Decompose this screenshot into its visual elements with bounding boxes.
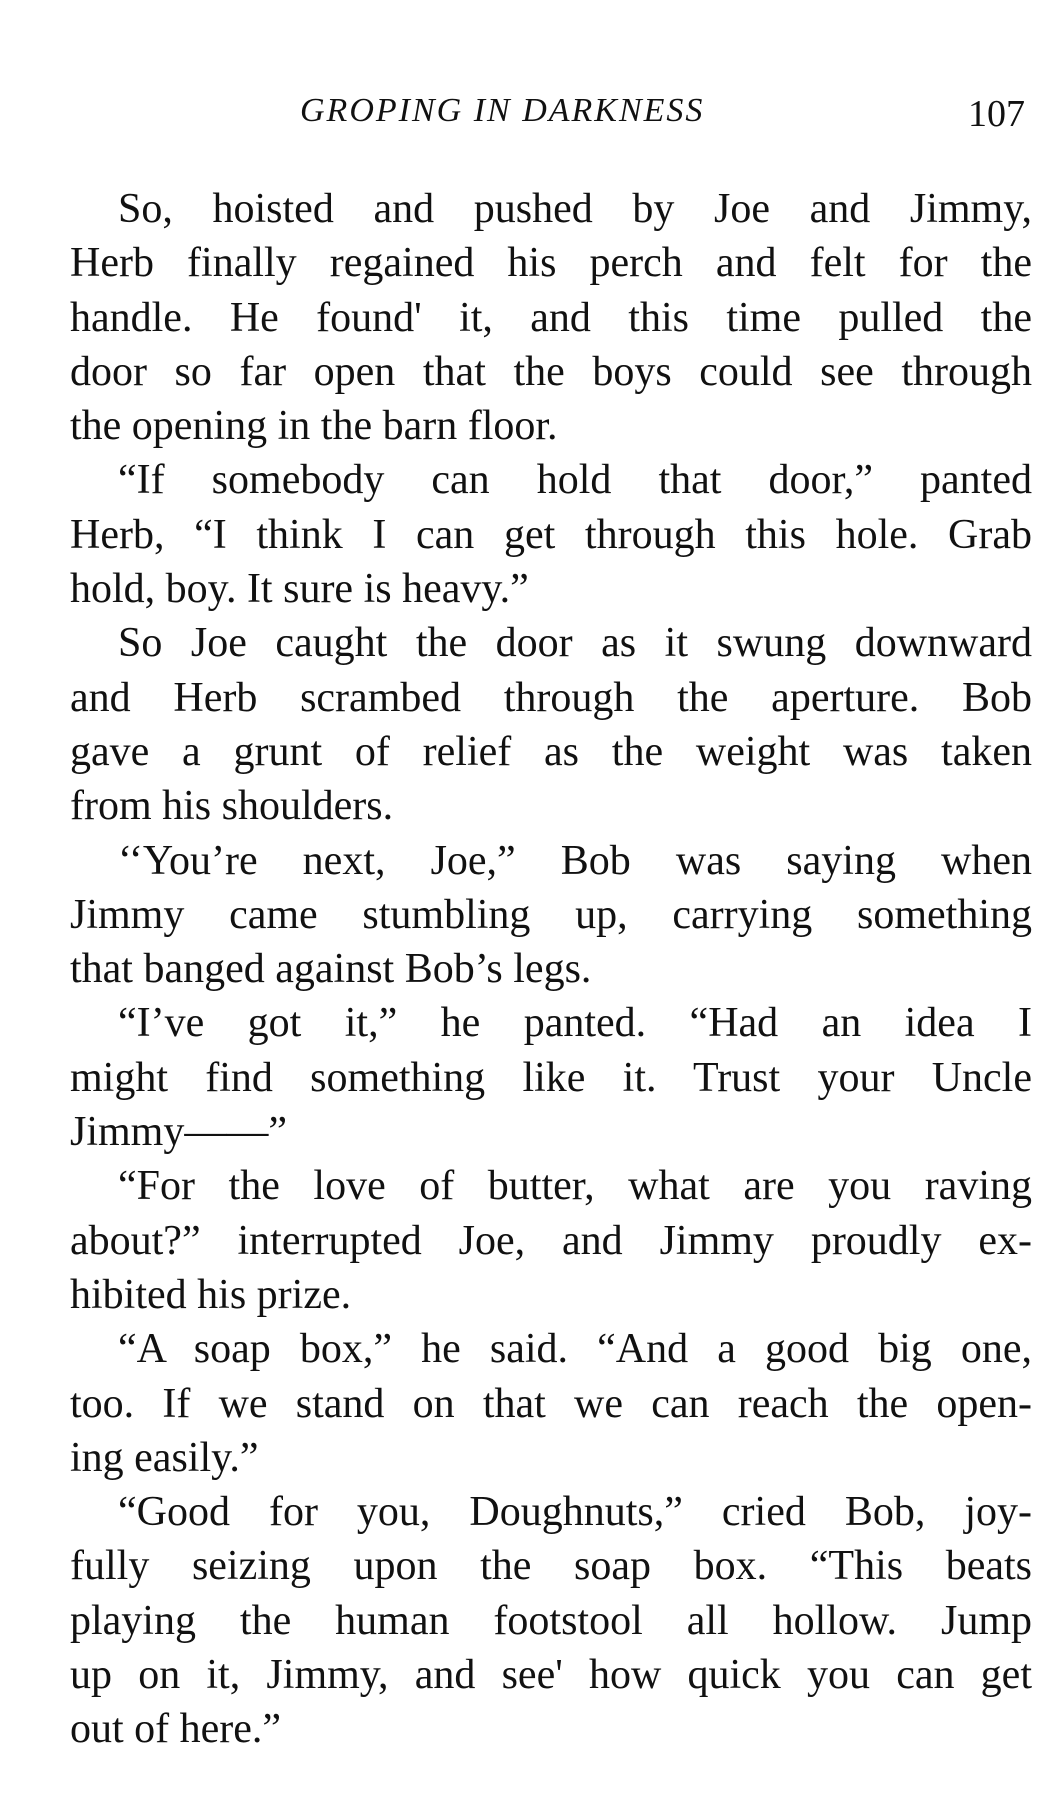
text-line: fully seizing upon the soap box. “This beats	[70, 1543, 1032, 1590]
text-line: ‘‘You’re next, Joe,” Bob was saying when	[118, 837, 1032, 884]
text-line: “I’ve got it,” he panted. “Had an idea I	[118, 1000, 1032, 1047]
text-line: “Good for you, Doughnuts,” cried Bob, joy-	[118, 1489, 1032, 1536]
text-line: too. If we stand on that we can reach the open-	[70, 1380, 1032, 1427]
text-line: handle. He found' it, and this time pulled the	[70, 294, 1032, 341]
text-line: Herb, “I think I can get through this hole. Grab	[70, 511, 1032, 558]
text-line: hibited his prize.	[70, 1271, 352, 1318]
page-number: 107	[968, 93, 1025, 135]
running-head-title: GROPING IN DARKNESS	[300, 92, 705, 129]
text-line: “A soap box,” he said. “And a good big one,	[118, 1326, 1032, 1373]
text-line: “For the love of butter, what are you raving	[118, 1163, 1032, 1210]
text-line: that banged against Bob’s legs.	[70, 946, 592, 993]
text-line: So, hoisted and pushed by Joe and Jimmy,	[118, 186, 1032, 232]
text-line: door so far open that the boys could see through	[70, 348, 1032, 395]
text-line: about?” interrupted Joe, and Jimmy proudly ex-	[70, 1217, 1032, 1264]
text-line: ing easily.”	[70, 1434, 259, 1481]
text-line: Jimmy came stumbling up, carrying something	[70, 891, 1032, 938]
text-line: and Herb scrambed through the aperture. Bob	[70, 674, 1032, 721]
text-line: playing the human footstool all hollow. Jump	[70, 1597, 1032, 1644]
text-line: “If somebody can hold that door,” panted	[118, 457, 1032, 504]
text-line: up on it, Jimmy, and see' how quick you can get	[70, 1652, 1032, 1699]
text-line: might find something like it. Trust your Uncle	[70, 1054, 1032, 1101]
text-line: out of here.”	[70, 1706, 282, 1753]
text-line: Jimmy——”	[70, 1109, 287, 1156]
text-line: from his shoulders.	[70, 783, 394, 830]
text-line: gave a grunt of relief as the weight was taken	[70, 728, 1032, 775]
text-line: So Joe caught the door as it swung downward	[118, 620, 1032, 667]
text-line: hold, boy. It sure is heavy.”	[70, 566, 529, 613]
text-line: the opening in the barn floor.	[70, 403, 558, 450]
body-text	[70, 182, 1032, 1757]
text-line: Herb finally regained his perch and felt for the	[70, 240, 1032, 287]
